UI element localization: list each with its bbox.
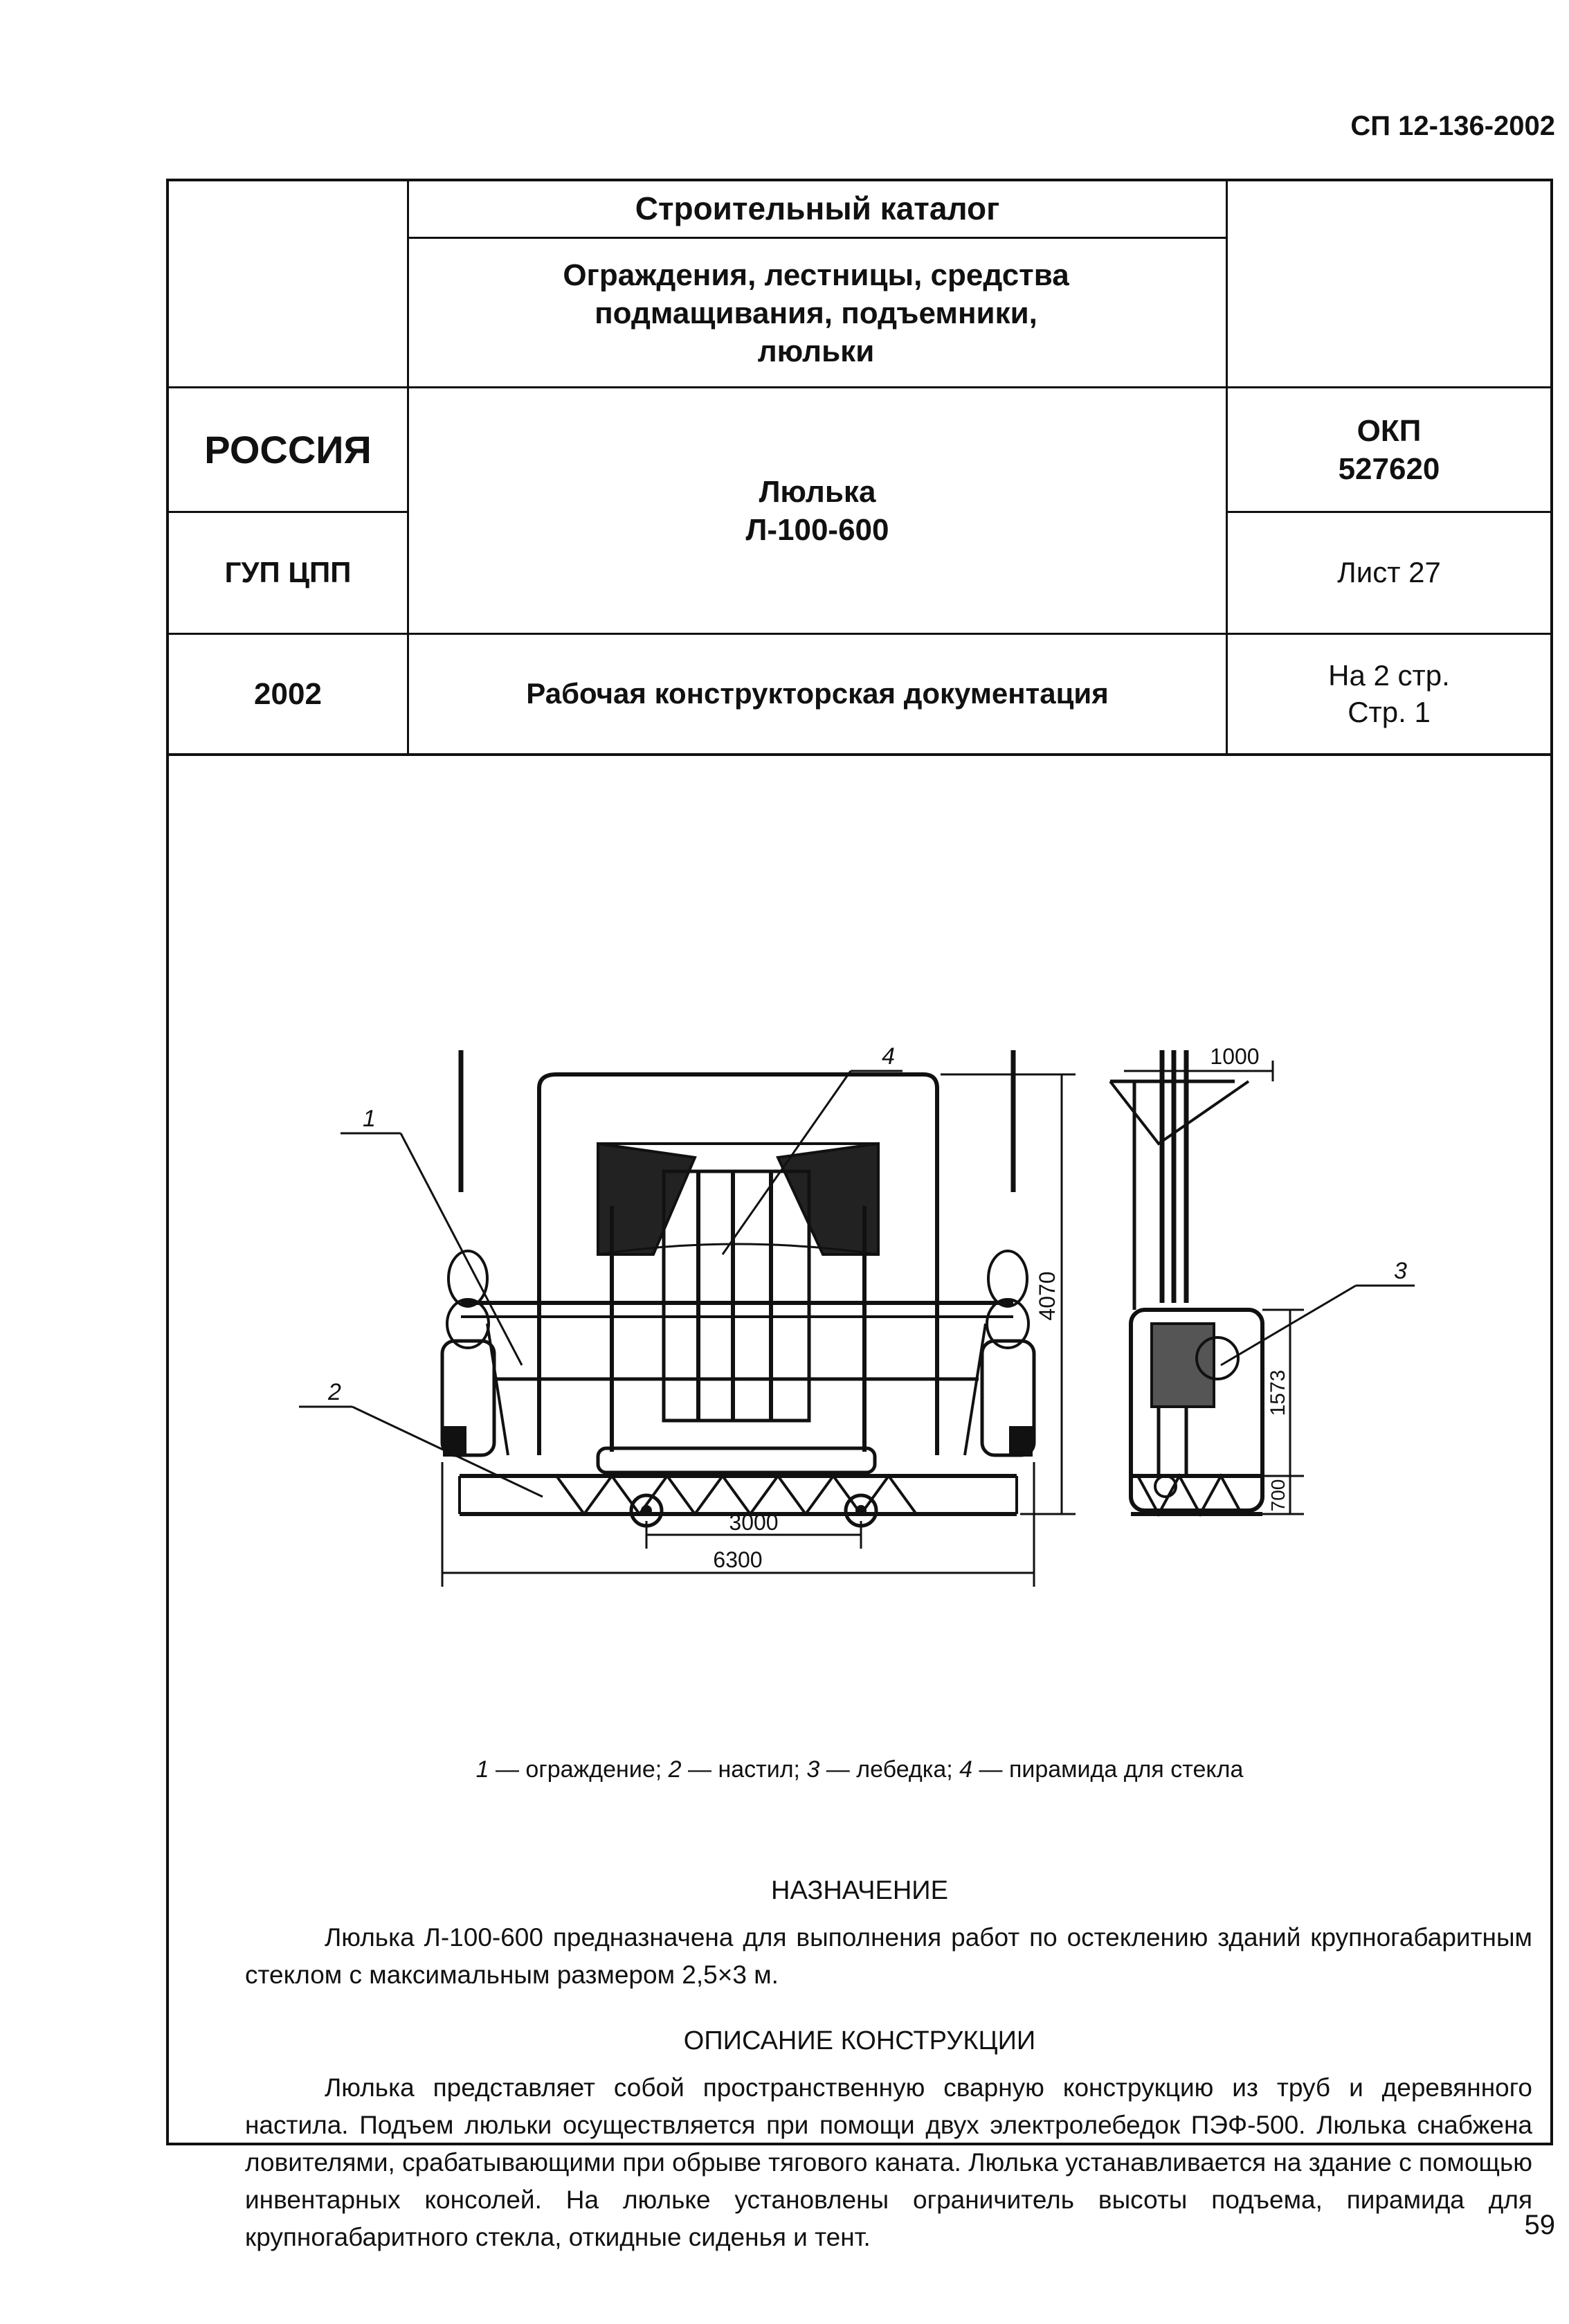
okp-number: 527620 (1338, 451, 1440, 486)
callout-4: 4 (882, 1043, 895, 1070)
glass-curtain (598, 1144, 878, 1254)
callout-1: 1 (363, 1106, 376, 1132)
product-line-1: Люлька (759, 474, 876, 509)
okp-code (1228, 388, 1550, 511)
page-number: 59 (1524, 2210, 1555, 2240)
okp-label: ОКП (1357, 413, 1422, 448)
caption-text-1: — ограждение; (489, 1756, 669, 1783)
dim-6300: 6300 (713, 1547, 763, 1572)
section-purpose-title: НАЗНАЧЕНИЕ (771, 1876, 948, 1905)
dim-700: 700 (1267, 1479, 1289, 1512)
country-label: РОССИЯ (204, 427, 372, 471)
figure-caption (169, 1756, 1550, 1783)
page-current: Стр. 1 (1348, 695, 1431, 728)
dim-1000: 1000 (1210, 1044, 1260, 1069)
front-view (442, 1050, 1034, 1526)
caption-num-1: 1 (475, 1756, 489, 1783)
product-line-2: Л-100-600 (745, 512, 889, 547)
product-name (409, 388, 1226, 633)
pages-total: На 2 стр. (1328, 659, 1450, 692)
technical-drawing (169, 756, 1550, 1781)
section-design-text: Люлька представляет собой пространственную сварную конструкцию из труб и деревянного настила. Подъем люльки осуществляется при помощи двух электролебедок ПЭФ-500. Люлька снабжена ловителями, срабатывающими при обрыве тягового каната. Люлька устанавливается на здание с помощью инвентарных консолей. На люльке установлены ограничитель высоты подъема, пирамида для крупногабаритного стекла, откидные сиденья и тент. (245, 2073, 1532, 2251)
catalog-title: Строительный каталог (635, 190, 1000, 227)
caption-num-4: 4 (959, 1756, 973, 1783)
dim-4070: 4070 (1035, 1271, 1060, 1321)
header-table (169, 181, 1550, 756)
caption-num-3: 3 (806, 1756, 820, 1783)
caption-text-2: — настил; (681, 1756, 807, 1783)
page-info (1228, 635, 1550, 753)
callout-2: 2 (328, 1379, 341, 1405)
caption-text-3: — лебедка; (819, 1756, 960, 1783)
catalog-subject: Ограждения, лестницы, средства подмащивания, подъемники, люльки (563, 258, 1069, 368)
section-design-title: ОПИСАНИЕ КОНСТРУКЦИИ (683, 2026, 1036, 2055)
document-code: СП 12-136-2002 (1350, 111, 1555, 141)
callout-3: 3 (1394, 1258, 1407, 1284)
winch-right (982, 1251, 1034, 1455)
dim-3000: 3000 (729, 1510, 779, 1535)
winch-left (442, 1251, 494, 1455)
section-purpose-text: Люлька Л-100-600 предназначена для выполнения работ по остеклению зданий крупногабаритным стеклом с максимальным размером 2,5×3 м. (245, 1923, 1532, 1989)
sheet-number: Лист 27 (1337, 556, 1441, 589)
caption-text-4: — пирамида для стекла (972, 1756, 1244, 1783)
side-view (1110, 1050, 1262, 1514)
caption-num-2: 2 (668, 1756, 682, 1783)
organization-label: ГУП ЦПП (224, 556, 352, 589)
dim-1573: 1573 (1267, 1369, 1289, 1416)
year-label: 2002 (254, 677, 322, 711)
document-type: Рабочая конструкторская документация (526, 677, 1109, 710)
